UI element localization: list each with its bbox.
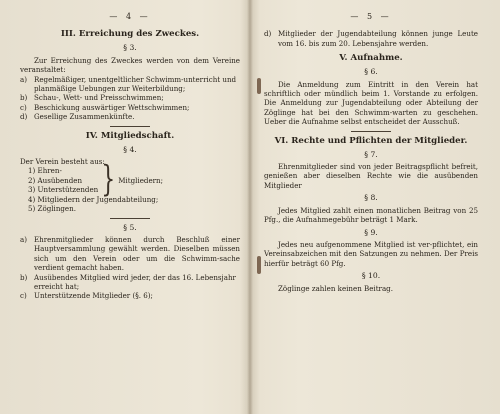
right-page [250,0,500,414]
divider [110,218,150,219]
section-5-continued [264,29,478,48]
list-item: d) Mitglieder der Jugendabteilung können junge Leute vom 16. bis zum 20. Lebensjahre werden. [264,29,478,48]
list-item: b) Ausübendes Mitglied wird jeder, der das 16. Lebensjahr erreicht hat; [20,272,236,291]
paragraph-10-number: § 10. [361,271,381,281]
paragraph-8-number: § 8. [364,193,378,203]
paragraph-3-number: § 3. [123,43,137,53]
paragraph-4-number: § 4. [123,144,137,154]
list-item: b) Schau-, Wett- und Preisschwimmen; [20,93,164,103]
paragraph-8-text: Jedes Mitglied zahlt einen monatlichen Beitrag von 25 Pfg., die Aufnahmegebühr beträgt 1 Mark. [264,205,478,225]
list-item: d) Gesellige Zusammenkünfte. [20,112,135,122]
page-number-left: — 4 — [109,12,151,21]
rust-stain [257,256,261,274]
heading-section-4: IV. Mitgliedschaft. [85,130,175,141]
page-number-right: — 5 — [350,12,392,21]
list-item: a) Regelmäßiger, unentgeltlicher Schwimm-unterricht und planmäßige Uebungen zur Weiterbildung; [20,74,237,94]
section-3-intro: Zur Erreichung des Zweckes werden von dem Vereine veranstaltet: [20,55,240,75]
member-type: 2) Ausübenden [28,175,83,185]
paragraph-6-text: Die Anmeldung zum Eintritt in den Verein hat schriftlich oder mündlich beim 1. Vorstande zu erfolgen. Die Anmeldung zur Jugendabteilung oder Abteilung der Zöglinge hat bei den Schwimm-warten zu geschehen. Ueber die Aufnahme selbst entscheidet der Ausschuß. [264,79,478,127]
brace-icon: } [101,159,116,200]
section-3-list [20,75,240,122]
list-item: c) Beschickung auswärtiger Wettschwimmen; [20,102,190,112]
divider [110,126,150,127]
member-type: 1) Ehren- [28,166,62,176]
heading-section-3: III. Erreichung des Zweckes. [60,29,200,40]
paragraph-5-number: § 5. [123,222,137,232]
book-spine [247,0,253,414]
list-item: a) Ehrenmitglieder können durch Beschluß einer Hauptversammlung gewählt werden. Dieselben müssen sich um den Verein oder um die Schwimm-sache verdient gemacht haben. [20,234,240,273]
section-5-list [20,235,240,301]
heading-section-6: VI. Rechte und Pflichten der Mitglieder. [274,135,468,146]
heading-section-5: V. Aufnahme. [339,53,403,64]
divider [351,131,391,132]
paragraph-10-text: Zöglinge zahlen keinen Beitrag. [278,283,393,293]
member-type: 4) Mitgliedern der Jugendabteilung; [28,194,159,204]
rust-stain [257,78,261,94]
paragraph-7-number: § 7. [364,149,378,159]
paragraph-7-text: Ehrenmitglieder sind von jeder Beitragspflicht befreit, genießen aber dieselben Rechte wie die ausübenden Mitglieder [264,162,478,190]
section-4-intro: Der Verein besteht aus: [20,157,105,167]
member-type: 5) Zöglingen. [28,204,76,214]
paragraph-9-number: § 9. [364,227,378,237]
paragraph-9-text: Jedes neu aufgenommene Mitglied ist ver-pflichtet, ein Vereinsabzeichen mit den Satzungen zu nehmen. Der Preis hierfür beträgt 60 Pfg. [264,239,478,268]
paragraph-6-number: § 6. [364,67,378,77]
member-type: 3) Unterstützenden [28,185,99,195]
members-suffix: Mitgliedern; [118,175,163,185]
list-item: c) Unterstützende Mitglieder (§. 6); [20,291,153,301]
